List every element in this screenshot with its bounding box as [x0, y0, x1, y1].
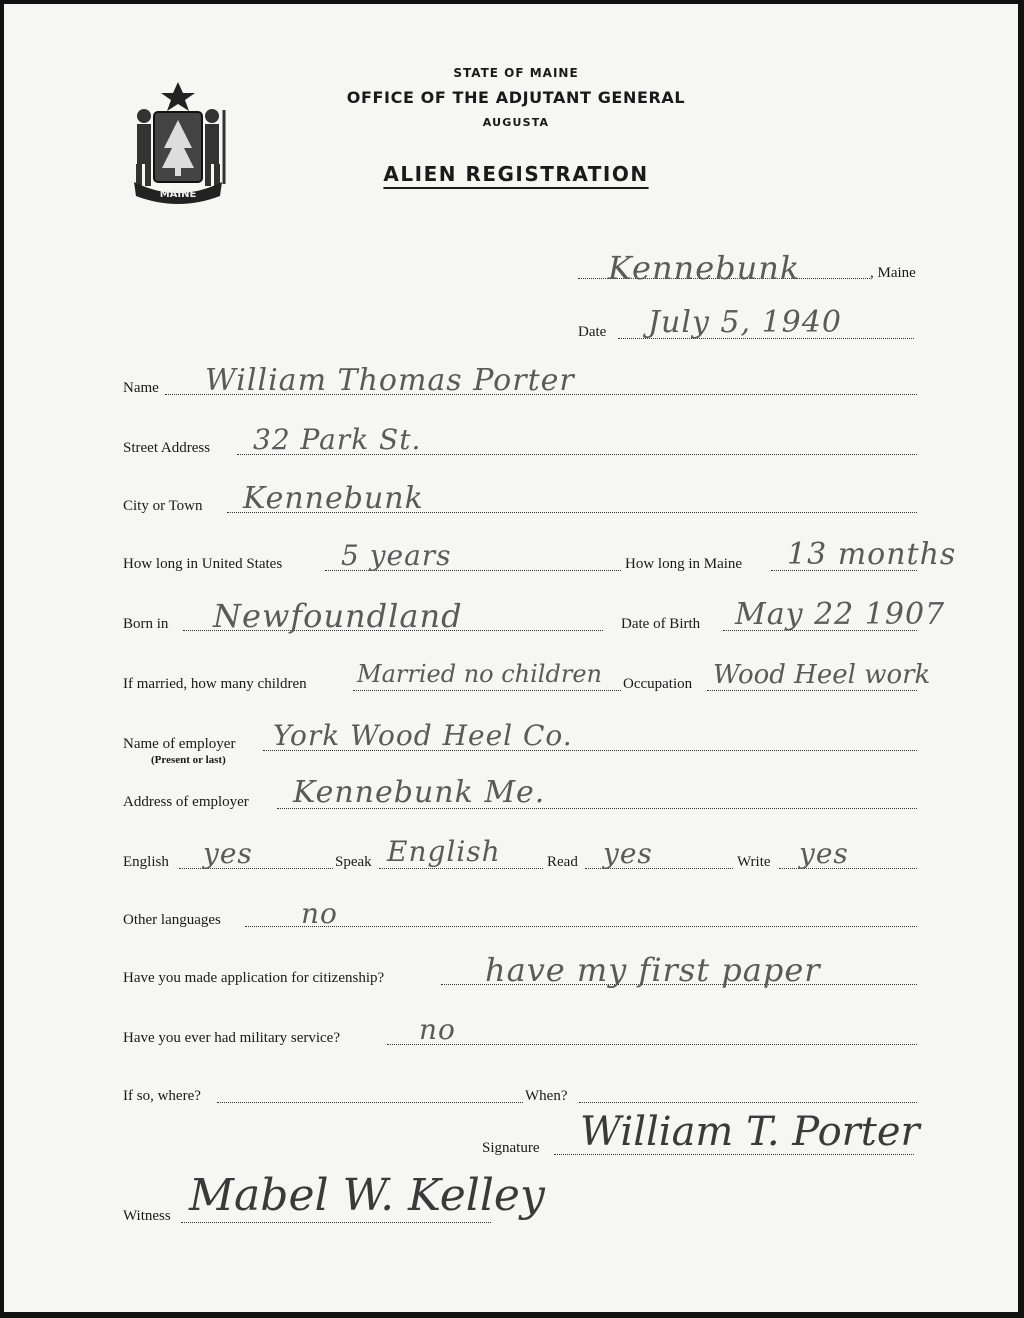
employer-address-value: Kennebunk Me.: [293, 775, 546, 810]
header-state: STATE OF MAINE: [453, 66, 579, 80]
service-details-row: [123, 1072, 923, 1108]
occupation-line[interactable]: [707, 690, 917, 691]
residency-row: [123, 537, 957, 576]
registration-form-sheet: [4, 4, 1018, 1312]
form-title: ALIEN REGISTRATION: [383, 162, 649, 186]
date-field[interactable]: [578, 305, 928, 344]
citizenship-field[interactable]: [123, 951, 923, 990]
citizenship-value: have my first paper: [485, 951, 821, 989]
other-languages-value: no: [301, 897, 338, 930]
employer-sublabel: (Present or last): [151, 754, 226, 766]
witness-value: Mabel W. Kelley: [189, 1170, 545, 1221]
employer-value: York Wood Heel Co.: [273, 719, 573, 752]
military-value: no: [419, 1013, 456, 1046]
how-long-us-value: 5 years: [341, 539, 452, 572]
how-long-maine-label: How long in Maine: [625, 556, 743, 572]
married-children-line[interactable]: [353, 690, 621, 691]
witness-field[interactable]: [123, 1168, 643, 1238]
english-label: English: [123, 854, 169, 870]
signature-field[interactable]: [482, 1110, 922, 1166]
town-suffix: , Maine: [870, 265, 916, 281]
street-address-value: 32 Park St.: [253, 423, 422, 456]
when-label: When?: [525, 1088, 568, 1104]
town-value: Kennebunk: [608, 249, 801, 287]
citizenship-label: Have you made application for citizenship?: [123, 970, 385, 986]
speak-line[interactable]: [379, 868, 543, 869]
if-so-where-label: If so, where?: [123, 1088, 201, 1104]
how-long-maine-value: 13 months: [787, 537, 957, 572]
date-of-birth-label: Date of Birth: [621, 616, 701, 632]
name-label: Name: [123, 380, 159, 396]
date-label: Date: [578, 324, 607, 340]
write-value: yes: [799, 837, 849, 870]
speak-value: English: [387, 835, 501, 868]
birth-row: [123, 597, 946, 636]
signature-label: Signature: [482, 1140, 540, 1156]
witness-label: Witness: [123, 1208, 171, 1224]
read-label: Read: [547, 854, 578, 870]
write-label: Write: [737, 854, 771, 870]
occupation-value: Wood Heel work: [713, 660, 931, 690]
other-languages-field[interactable]: [123, 896, 923, 932]
header-city: AUGUSTA: [482, 116, 550, 129]
header-office: OFFICE OF THE ADJUTANT GENERAL: [346, 88, 686, 107]
name-value: William Thomas Porter: [205, 363, 575, 398]
employer-address-field[interactable]: [123, 775, 923, 814]
employer-address-label: Address of employer: [123, 794, 249, 810]
how-long-us-label: How long in United States: [123, 556, 283, 572]
military-field[interactable]: [123, 1014, 923, 1050]
street-address-field[interactable]: [123, 424, 923, 460]
married-children-value: Married no children: [357, 660, 602, 688]
signature-value: William T. Porter: [580, 1109, 920, 1155]
born-in-label: Born in: [123, 616, 169, 632]
town-field[interactable]: [578, 249, 938, 287]
when-line[interactable]: [579, 1102, 917, 1103]
city-field[interactable]: [123, 482, 923, 518]
other-languages-label: Other languages: [123, 912, 221, 928]
speak-label: Speak: [335, 854, 372, 870]
city-value: Kennebunk: [243, 481, 424, 516]
employer-label: Name of employer: [123, 736, 236, 752]
city-label: City or Town: [123, 498, 203, 514]
language-row: [123, 835, 923, 874]
name-field[interactable]: [123, 364, 923, 400]
street-address-label: Street Address: [123, 440, 211, 456]
born-in-value: Newfoundland: [213, 597, 463, 635]
married-children-label: If married, how many children: [123, 676, 307, 692]
employer-field[interactable]: [123, 720, 923, 770]
seal-text: MAINE: [159, 189, 197, 200]
english-value: yes: [203, 837, 253, 870]
read-value: yes: [603, 837, 653, 870]
occupation-label: Occupation: [623, 676, 693, 692]
date-value: July 5, 1940: [648, 305, 842, 340]
if-so-where-line[interactable]: [217, 1102, 523, 1103]
military-label: Have you ever had military service?: [123, 1030, 340, 1046]
date-of-birth-value: May 22 1907: [735, 597, 946, 632]
family-work-row: [123, 660, 931, 696]
